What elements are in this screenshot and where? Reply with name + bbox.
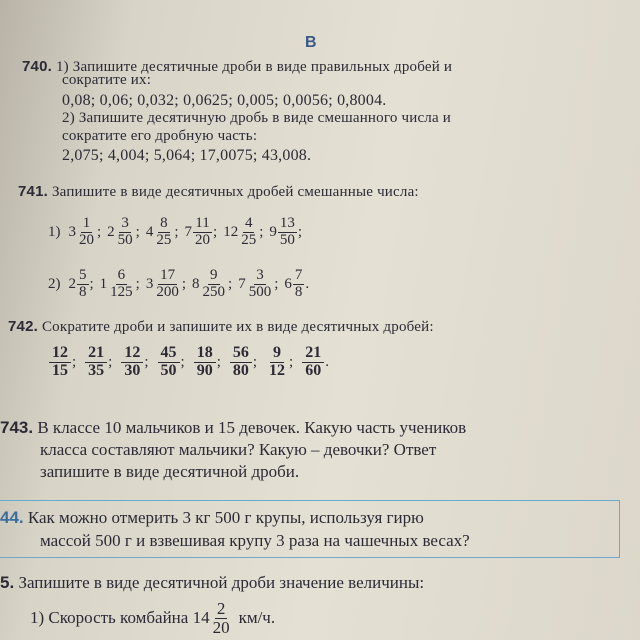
ex745-title [0,573,424,593]
fraction [293,268,305,301]
whole-part: 7 [238,275,246,292]
ex742-title [8,318,434,336]
separator: ; [297,223,303,240]
ex741-number: 741. [18,183,48,200]
ex744-line1 [0,508,424,528]
fraction-numerator: 1 [82,215,91,231]
ex741-row1 [48,216,308,249]
ex741-row2-mixed-number [284,268,309,301]
whole-part: 4 [145,223,154,240]
ex741-row2-mixed-number [146,268,186,301]
separator: ; [144,353,149,370]
fraction-numerator: 5 [79,267,87,283]
ex742-fraction [230,345,252,380]
fraction [278,216,297,249]
whole-part: 2 [107,223,115,240]
separator: . [305,275,310,292]
ex740-number: 740. [22,58,52,75]
ex742-number: 742. [8,318,38,335]
ex741-row2-mixed-number [238,268,278,301]
fraction-numerator: 6 [117,267,126,283]
fraction-numerator: 2 [216,599,226,618]
fraction-denominator: 20 [79,231,94,248]
ex740-part1b: сократите их: [62,72,152,88]
separator: ; [135,275,140,292]
fraction-denominator: 50 [117,231,133,248]
separator: ; [252,353,258,370]
fraction-denominator: 80 [232,361,249,379]
ex741-row1-fractions [69,216,309,249]
fraction-numerator: 7 [294,267,303,283]
whole-part: 9 [269,223,277,240]
fraction [239,216,258,249]
ex740-part2b: сократите его дробную часть: [62,128,258,144]
ex742-text: Сократите дроби и запишите их в виде десятичных дробей: [41,319,434,335]
fraction-numerator: 3 [121,215,129,231]
ex741-row2-fractions [69,268,316,301]
separator: ; [135,223,140,240]
section-letter: В [305,34,317,51]
whole-part: 3 [145,275,154,292]
fraction-numerator: 56 [230,345,252,363]
separator: ; [289,353,294,370]
ex740-part2-values: 2,075; 4,004; 5,064; 17,0075; 43,008. [62,147,312,164]
ex740-part2: 2) Запишите десятичную дробь в виде смешанного числа и [62,110,452,126]
fraction-denominator: 15 [52,361,68,379]
fraction-numerator: 8 [160,215,168,231]
fraction [77,268,89,301]
ex744-text1: Как можно отмерить 3 кг 500 г крупы, используя гирю [27,508,424,527]
fraction-numerator: 9 [210,267,218,283]
ex741-row1-mixed-number [223,216,263,249]
ex741-row1-mixed-number [69,216,102,249]
fraction-denominator: 500 [248,283,272,300]
fraction-denominator: 50 [279,231,295,248]
ex741-text: Запишите в виде десятичных дробей смешанные числа: [51,184,419,200]
separator: ; [89,275,94,292]
ex741-row2-mixed-number [192,268,232,301]
ex743-line1 [0,418,466,438]
whole-part: 7 [184,223,193,240]
ex742-fraction [266,345,288,380]
ex741-row2-mixed-number [100,268,140,301]
ex743-number: 743. [0,418,34,437]
fraction-denominator: 20 [212,617,230,637]
fraction-numerator: 17 [160,267,176,283]
whole-part: 3 [68,223,76,240]
ex741-row1-mixed-number [146,216,179,249]
fraction-numerator: 18 [194,345,216,363]
ex741-row1-mixed-number [107,216,140,249]
fraction [154,216,173,249]
fraction-numerator: 21 [302,345,324,363]
fraction-numerator: 4 [244,215,253,231]
fraction-numerator: 3 [256,267,264,283]
separator: ; [213,223,218,240]
fraction [154,268,181,301]
ex741-row1-mixed-number [269,216,302,249]
ex742-fraction [121,345,143,380]
ex745-text: Запишите в виде десятичной дроби значение величины: [18,573,425,592]
whole-part: 8 [192,275,200,292]
ex744-number: 44. [0,508,24,527]
fraction-denominator: 125 [110,283,133,300]
fraction-numerator: 45 [158,345,180,363]
fraction-denominator: 25 [241,231,257,248]
ex745-item1 [30,600,275,637]
ex745-item1-fraction [211,600,232,637]
ex744-line2: массой 500 г и взвешивая крупу 3 раза на чашечных весах? [40,531,470,550]
fraction [201,268,228,301]
ex741-row2-label: 2) [48,275,61,292]
fraction-denominator: 90 [196,361,213,379]
ex742-fraction [302,345,324,380]
separator: ; [274,275,279,292]
ex741-row2-mixed-number [69,268,94,301]
ex741-title [18,183,419,201]
separator: ; [72,353,77,370]
whole-part: 1 [99,275,108,292]
separator: ; [216,353,221,370]
fraction [116,216,135,249]
separator: ; [228,275,233,292]
ex742-fraction [85,345,107,380]
ex741-row1-label: 1) [48,223,61,240]
fraction [247,268,274,301]
ex741-row2 [48,268,315,301]
fraction [77,216,96,249]
fraction-denominator: 8 [79,283,87,300]
separator: ; [97,223,102,240]
fraction [108,268,135,301]
fraction-numerator: 11 [195,215,210,231]
ex742-fractions [48,345,337,380]
ex742-fraction [158,345,180,380]
fraction-denominator: 8 [294,283,303,300]
separator: ; [181,275,187,292]
ex743-line3: запишите в виде десятичной дроби. [40,462,300,481]
fraction-denominator: 200 [156,283,179,300]
fraction-denominator: 12 [269,361,286,379]
ex745-number: 5. [0,573,15,592]
separator: ; [108,353,113,370]
fraction-numerator: 12 [49,345,71,363]
separator: ; [180,353,185,370]
fraction-denominator: 20 [195,231,211,248]
fraction-denominator: 50 [160,361,177,379]
whole-part: 6 [284,275,292,292]
ex740-part1: 1) Запишите десятичные дроби в виде правильных дробей и [55,59,453,75]
fraction-numerator: 13 [279,215,295,231]
separator: ; [259,223,264,240]
fraction-numerator: 12 [121,345,143,363]
ex741-row1-mixed-number [185,216,218,249]
ex745-item1-prefix: 1) Скорость комбайна 14 [30,608,210,628]
fraction [193,216,212,249]
whole-part: 2 [68,275,76,292]
ex742-fraction [194,345,216,380]
ex745-item1-unit: км/ч. [238,608,276,628]
separator: . [325,353,329,370]
fraction-denominator: 35 [88,361,105,379]
ex742-fraction [49,345,71,380]
ex740-part1-values: 0,08; 0,06; 0,032; 0,0625; 0,005; 0,0056; 0,8004. [62,92,387,109]
separator: ; [174,223,179,240]
fraction-denominator: 250 [202,283,226,300]
whole-part: 12 [223,223,239,240]
ex743-text1: В классе 10 мальчиков и 15 девочек. Какую часть учеников [37,418,467,437]
fraction-denominator: 30 [124,361,141,379]
fraction-numerator: 21 [85,345,107,363]
fraction-denominator: 60 [305,361,322,379]
fraction-denominator: 25 [156,231,172,248]
fraction-numerator: 9 [270,345,284,363]
ex743-line2: класса составляют мальчики? Какую – девочки? Ответ [40,440,437,459]
